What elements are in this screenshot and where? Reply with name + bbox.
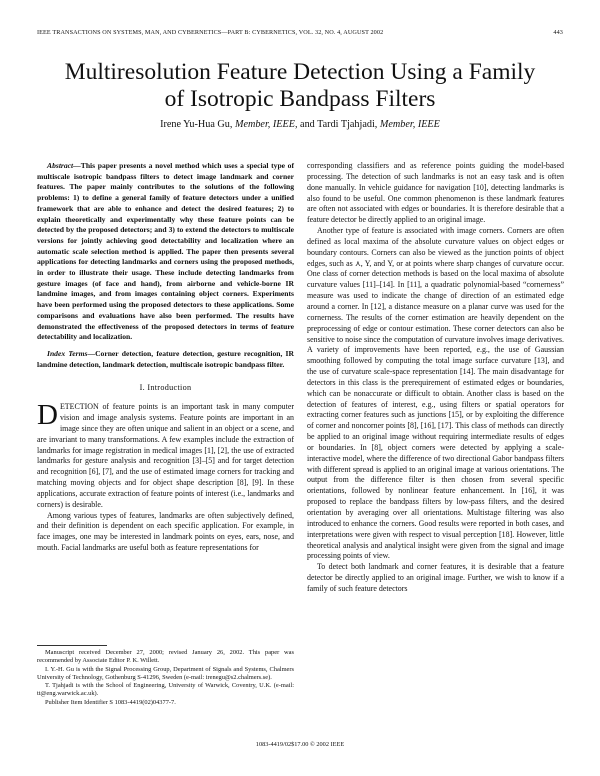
index-terms-label: Index Terms— bbox=[47, 348, 96, 358]
title-line-1: Multiresolution Feature Detection Using a Family bbox=[64, 59, 536, 85]
author-1: Irene Yu-Hua Gu, bbox=[160, 119, 233, 130]
title-line-2: of Isotropic Bandpass Filters bbox=[164, 86, 436, 112]
abstract bbox=[37, 161, 294, 343]
journal-name: IEEE TRANSACTIONS ON SYSTEMS, MAN, AND CYBERNETICS—PART B: CYBERNETICS, VOL. 32, NO. 4, AUGUST 2002 bbox=[37, 29, 384, 36]
page-number: 443 bbox=[553, 29, 563, 36]
author-1-role: Member, IEEE, bbox=[234, 119, 298, 130]
left-column bbox=[37, 161, 294, 554]
intro-paragraph-1-text: ETECTION of feature points is an important task in many computer vision and image analysis systems. Feature points are important in an image since they are often unique and salient in an object or a scene, and are invariant to many transformations. A few examples include the extraction of landmarks for image registration in medical images [1], [2], the use of extracted landmarks for gesture analysis and recognition [3]–[5] and for target detection and recognition [6], [7], and the use of estimated image corners for tracking and matching moving objects and for object shape description [8], [9]. In these applications, accurate extraction of feature points of interest (i.e., landmarks and corners) is desirable. bbox=[37, 402, 294, 509]
copyright-footer: 1083-4419/02$17.00 © 2002 IEEE bbox=[255, 741, 345, 748]
running-header bbox=[37, 29, 563, 39]
intro-paragraph-2: Among various types of features, landmarks are often subjectively defined, and their definition is dependent on each specific application. For example, in face images, one may be interested in landmark points on eyes, ears, nose, and mouth. Facial landmarks are useful both as feature representations for bbox=[37, 510, 294, 553]
footnote-rule bbox=[37, 645, 107, 646]
intro-paragraph-1 bbox=[37, 399, 294, 510]
right-column bbox=[307, 161, 564, 595]
drop-cap: D bbox=[37, 399, 58, 432]
index-terms bbox=[37, 349, 294, 370]
abstract-text: This paper presents a novel method which uses a special type of multiscale isotropic bandpass filters to detect image landmark and corner features. The paper mainly contributes to the solutions of the following problems: 1) to define a general family of feature detectors under a unified framework that are able to enhance and detect the desired features; 2) to explain theoretically and experimentally why these feature points can be detected by the proposed detectors; and 3) to extend the detectors to multiscale versions for jointly achieving good detectability and localization where an automatic scale selection method is applied. The paper then presents several applications for detecting landmarks and corners using the proposed methods, in order to illustrate their usage. These include detecting landmarks from gesture images (of face and hand), from airborne and vehicle-borne IR landmine images, and from images containing object corners. Experiments have been performed using the proposed detectors to these applications. Some comparisons and evaluations have also been performed. The results have demonstrated the effectiveness of the proposed detectors in terms of feature detectability and localization. bbox=[37, 161, 294, 342]
right-paragraph-3: To detect both landmark and corner features, it is desirable that a feature detector be directly applied to an original image. Further, we wish to know if a family of such feature detectors bbox=[307, 562, 564, 593]
footnotes bbox=[37, 649, 294, 707]
abstract-label: Abstract— bbox=[47, 161, 81, 170]
author-2-role: Member, IEEE bbox=[379, 119, 440, 130]
author-2: Tardi Tjahjadi, bbox=[317, 119, 378, 130]
footnote-manuscript: Manuscript received December 27, 2000; revised January 26, 2002. This paper was recommended by Associate Editor P. K. Willett. bbox=[37, 649, 294, 665]
footnote-author-2: T. Tjahjadi is with the School of Engineering, University of Warwick, Coventry, U.K. (e-mail: tt@eng.warwick.ac.uk). bbox=[37, 682, 294, 698]
paper-title bbox=[0, 59, 600, 113]
section-heading: I. Introduction bbox=[139, 383, 192, 393]
footnote-publisher-id: Publisher Item Identifier S 1083-4419(02)04377-7. bbox=[45, 698, 176, 706]
right-paragraph-1: corresponding classifiers and as reference points guiding the model-based processing. The detection of such landmarks is not an easy task and is often done manually. In vehicle guidance for navigation [10], detecting landmarks is also found to be useful. One common phenomenon is these landmark features are often not associated with edges or boundaries. It is therefore desirable that a feature detector be directly applied to an original image. bbox=[307, 161, 564, 225]
right-paragraph-2: Another type of feature is associated with image corners. Corners are often defined as local maxima of the absolute curvature values on object edges or boundary contours. Corners can also be viewed as the junction points of object edges, such as ⋏, Y, and Υ, or at points where sharp changes of curvature occur. One class of corner detection methods is based on the local maxima of absolute curvature values [11]–[14]. In [11], a quadratic polynomial-based “cornerness” measure was used to indicate the change of direction of an estimated edge around a corner. In [12], a distance measure on a planar curve was used for the cornerness. The results of the corner estimation are heavily dependent on the preprocessing of edge or contour estimation. These corner detectors can also be sensitive to noise since the computation of curvature involves image derivatives. A variety of improvements have been reported, e.g., the use of Gaussian smoothing followed by computing the total image surface curvature [13], and the use of curvature scale-space representation [14]. The main disadvantage for detectors in this class is the prerequirement of estimated edges or boundaries, which can be nonaccurate or difficult to obtain. Another class is based on the detection of features of interest, e.g., using filters or spatial operators for extracting corner features such as junctions [15], or by exploiting the difference of corner and noncorner points [8], [16], [17]. This class of methods can directly be applied to an original image without requiring intermediate results of edges or boundaries. In [8], object corners were detected by applying a scale-interactive model, where the difference of two directional Gabor bandpass filters with different spread is applied to an original image at various orientations. The output from the difference filter is then chosen from several specific orientations, followed by nonlinear feature enhancement. In [16], it was proposed to replace the bandpass filters by low-pass filters, and the desired orientation by averaging over all orientations. Multistage filtering was also introduced to enhance the corners. Good results were reported in both cases, and interpretations were given with respect to visual perception [18]. However, little theoretical analysis and analytical insight were given from the signal and image processing points of view. bbox=[307, 226, 564, 561]
author-line bbox=[0, 119, 600, 130]
author-conjunction: and bbox=[300, 119, 315, 130]
index-terms-text: Corner detection, feature detection, gesture recognition, IR landmine detection, landmark detection, multiscale isotropic bandpass filter. bbox=[37, 348, 294, 369]
footnote-author-1: I. Y.-H. Gu is with the Signal Processing Group, Department of Signals and Systems, Chalmers University of Technology, Gothenburg S-41296, Sweden (e-mail: irenegu@s2.chalmers.se). bbox=[37, 665, 294, 681]
